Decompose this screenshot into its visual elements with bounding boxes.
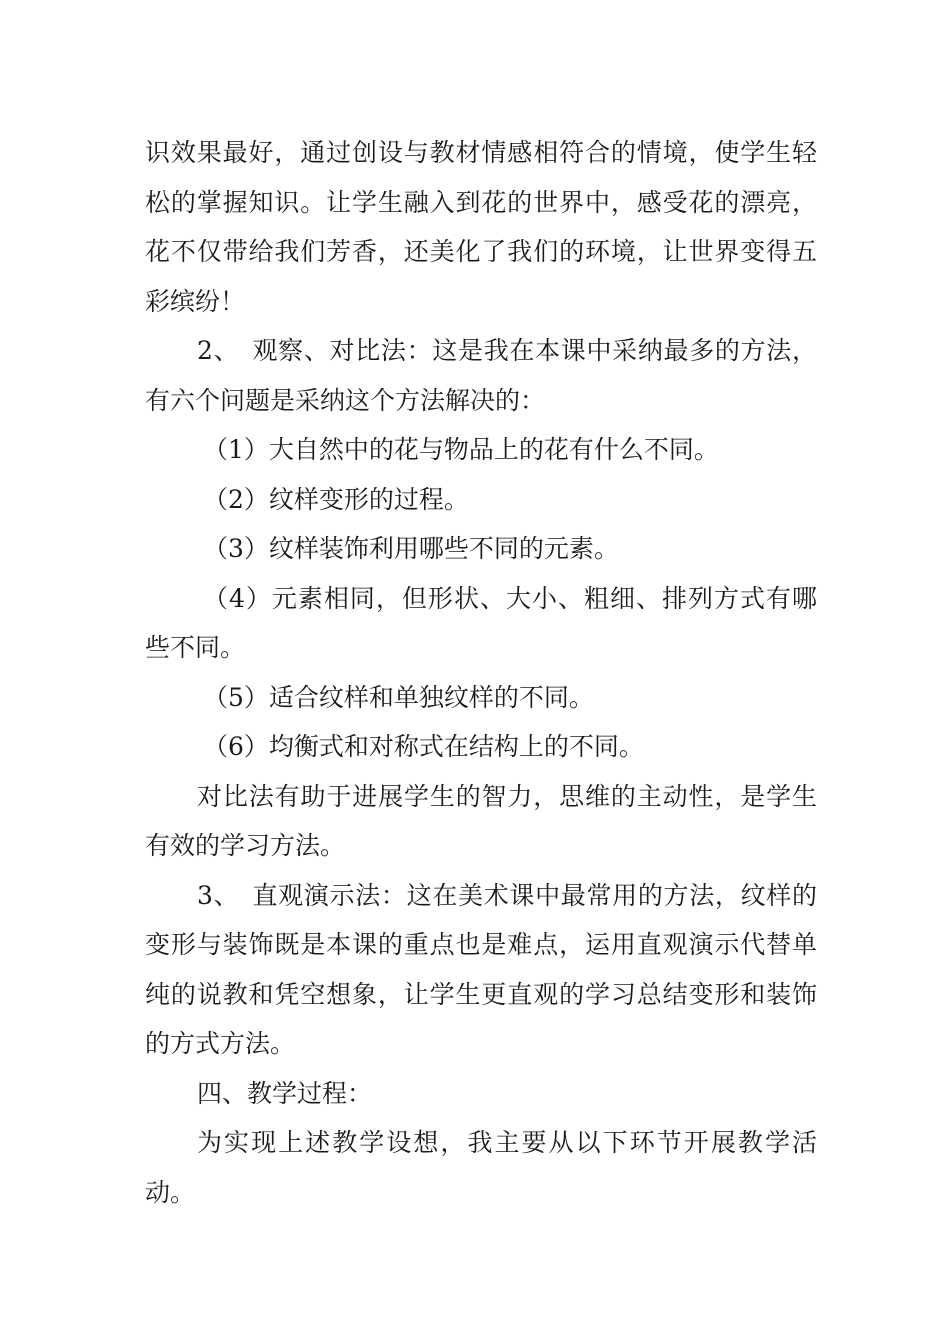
- paragraph-continuation: 识效果最好，通过创设与教材情感相符合的情境，使学生轻松的掌握知识。让学生融入到花的世界中，感受花的漂亮，花不仅带给我们芳香，还美化了我们的环境，让世界变得五彩缤纷！: [145, 138, 817, 316]
- paragraph-method-3: 3、 直观演示法：这在美术课中最常用的方法，纹样的变形与装饰既是本课的重点也是难点，运用直观演示代替单纯的说教和凭空想象，让学生更直观的学习总结变形和装饰的方式方法。: [145, 880, 817, 1058]
- list-item-6: （6）均衡式和对称式在结构上的不同。: [203, 732, 644, 761]
- list-item-5: （5）适合纹样和单独纹样的不同。: [203, 682, 594, 712]
- list-item-2: （2）纹样变形的过程。: [203, 484, 469, 514]
- list-item-3: （3）纹样装饰利用哪些不同的元素。: [203, 534, 619, 563]
- paragraph-method-2: 2、 观察、对比法：这是我在本课中采纳最多的方法，有六个问题是采纳这个方法解决的：: [145, 336, 817, 415]
- paragraph-teaching-intro: 为实现上述教学设想，我主要从以下环节开展教学活动。: [145, 1128, 817, 1207]
- list-item-1: （1）大自然中的花与物品上的花有什么不同。: [203, 435, 719, 464]
- list-item-4: （4）元素相同，但形状、大小、粗细、排列方式有哪些不同。: [145, 583, 817, 662]
- paragraph-contrast-summary: 对比法有助于进展学生的智力，思维的主动性，是学生有效的学习方法。: [145, 781, 817, 860]
- document-body: [145, 128, 817, 1217]
- section-heading-teaching-process: 四、教学过程：: [197, 1078, 373, 1108]
